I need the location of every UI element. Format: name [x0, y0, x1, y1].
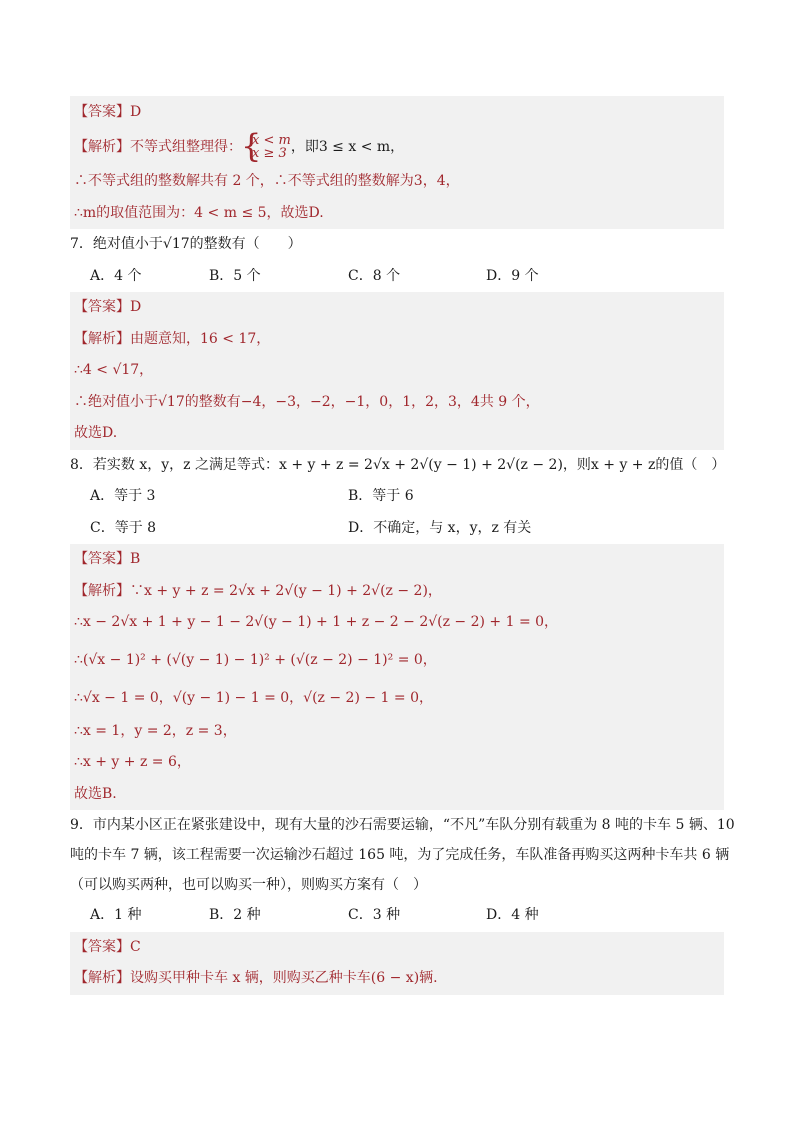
q7-solution-block: [70, 292, 724, 450]
q8-options-row-1: [70, 481, 724, 513]
q7-analysis-line-4: 故选D.: [74, 425, 118, 441]
q8-stem: 8．若实数 x，y，z 之满足等式：x + y + z = 2√x + 2√(y − 1) + 2√(z − 2)，则x + y + z的值（ ）: [70, 456, 726, 473]
q6-analysis-line-1: 【解析】不等式组整理得： { x < m x ≥ 3 ，即3 ≤ x < m，: [74, 128, 724, 166]
q8-analysis-line-6: ∴x + y + z = 6，: [74, 754, 191, 770]
q8-option-d: D．不确定，与 x，y，z 有关: [348, 519, 532, 536]
q9-option-c: C．3 种: [348, 907, 401, 923]
q7-options: [70, 261, 724, 293]
q9-answer-line: 【答案】C: [74, 938, 141, 955]
q8-answer-line: 【答案】B: [74, 551, 141, 567]
q9-stem-line-2: 吨的卡车 7 辆，该工程需要一次运输沙石超过 165 吨，为了完成任务，车队准备再购买这两种卡车共 6 辆: [70, 847, 730, 863]
q8-option-a: A．等于 3: [90, 488, 156, 504]
answer-tag: 【答案】: [74, 104, 130, 120]
q8-analysis-line-2: ∴x − 2√x + 1 + y − 1 − 2√(y − 1) + 1 + z − 2 − 2√(z − 2) + 1 = 0，: [74, 614, 559, 630]
q7-analysis-line-2: ∴4 < √17，: [74, 362, 154, 378]
answer-value: D: [130, 104, 142, 120]
analysis-tag: 【解析】: [74, 139, 130, 155]
inequality-system: { x < m x ≥ 3: [242, 134, 291, 160]
q8-options-row-2: [70, 513, 724, 545]
q9-option-d: D．4 种: [486, 907, 539, 923]
q7-option-b: B．5 个: [209, 267, 261, 284]
q8-option-b: B．等于 6: [348, 488, 414, 504]
q8-analysis-line-5: ∴x = 1，y = 2，z = 3，: [74, 722, 237, 739]
q9-option-a: A．1 种: [90, 907, 142, 923]
q9-stem-line-1: 9．市内某小区正在紧张建设中，现有大量的沙石需要运输，“不凡”车队分别有载重为 8 吨的卡车 5 辆、10: [70, 817, 735, 833]
q9-option-b: B．2 种: [209, 907, 261, 923]
q6-analysis-line-3: ∴m的取值范围为：4 < m ≤ 5，故选D.: [74, 204, 324, 221]
q6-solution-block: [70, 96, 724, 229]
q7-analysis-line-3: ∴绝对值小于√17的整数有−4，−3，−2，−1，0，1，2，3，4共 9 个，: [74, 393, 540, 410]
q8-analysis-line-3: ∴(√x − 1)² + (√(y − 1) − 1)² + (√(z − 2) − 1)² = 0，: [74, 651, 437, 668]
q7-option-c: C．8 个: [348, 267, 401, 284]
q9-options: [70, 900, 724, 932]
q6-answer-line: [74, 96, 724, 128]
document-page: [70, 96, 735, 995]
q9-solution-block: [70, 932, 724, 995]
q7-stem: 7．绝对值小于√17的整数有（ ）: [70, 236, 302, 252]
q9-analysis-line-1: 【解析】设购买甲种卡车 x 辆，则购买乙种卡车(6 − x)辆.: [74, 970, 438, 986]
q7-answer-line: 【答案】D: [74, 299, 142, 315]
q7-analysis-line-1: 【解析】由题意知，16 < 17，: [74, 330, 271, 347]
q8-analysis-line-7: 故选B.: [74, 785, 117, 802]
q8-option-c: C．等于 8: [90, 519, 157, 536]
q8-solution-block: [70, 544, 724, 810]
q7-option-a: A．4 个: [90, 267, 142, 284]
q9-stem: [70, 810, 735, 900]
q6-analysis-line-2: ∴不等式组的整数解共有 2 个，∴不等式组的整数解为3，4，: [74, 173, 460, 189]
q8-analysis-line-4: ∴√x − 1 = 0，√(y − 1) − 1 = 0，√(z − 2) − 1 = 0，: [74, 689, 434, 706]
q7-option-d: D．9 个: [486, 267, 539, 284]
q9-stem-line-3: （可以购买两种，也可以购买一种），则购买方案有（ ）: [70, 877, 427, 893]
q8-analysis-line-1: 【解析】∵x + y + z = 2√x + 2√(y − 1) + 2√(z − 2)，: [74, 582, 442, 599]
